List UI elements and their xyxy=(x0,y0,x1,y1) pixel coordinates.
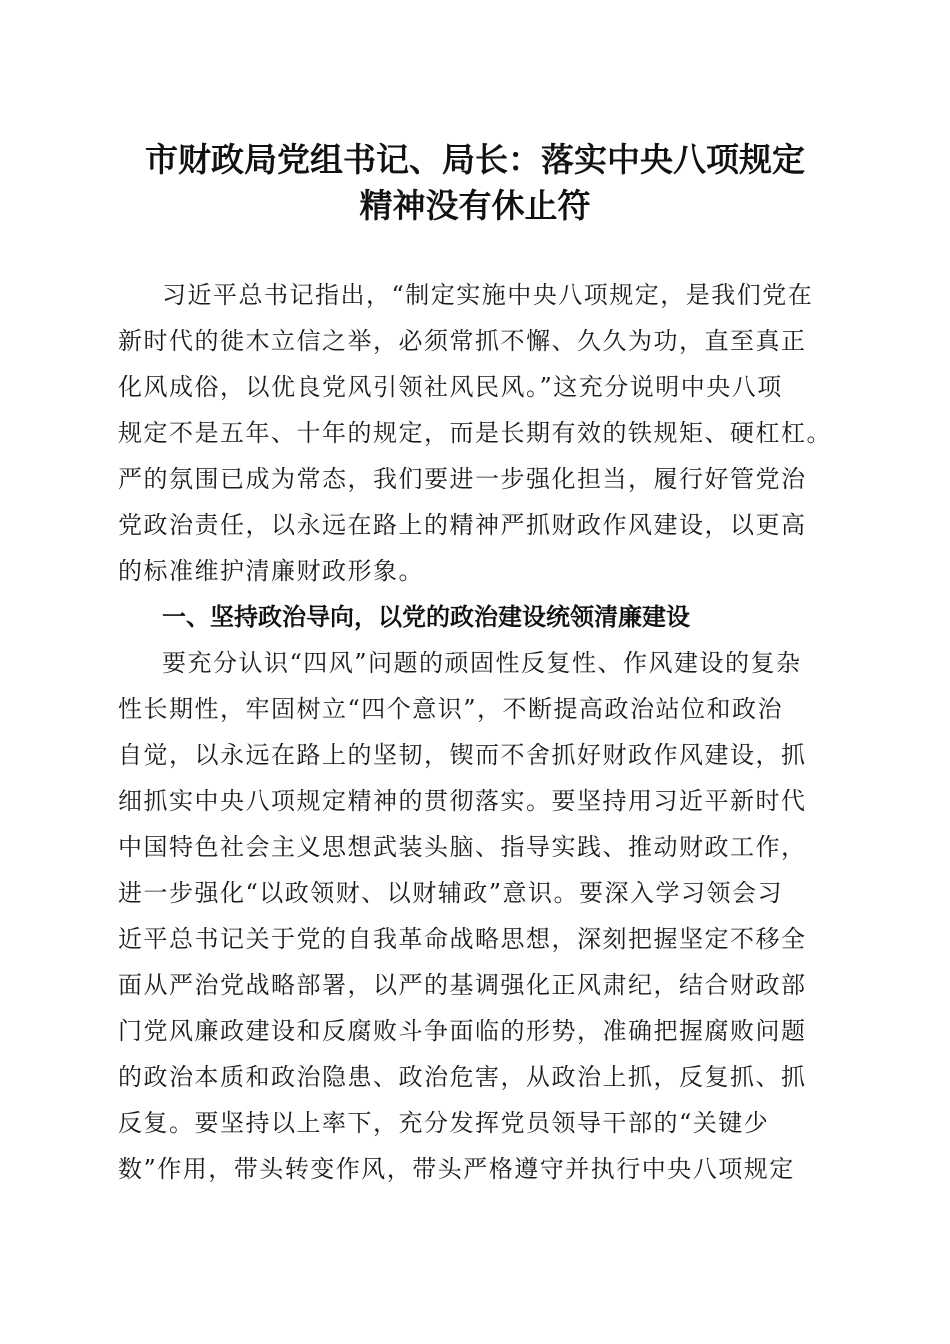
paragraph-line: 化风成俗，以优良党风引领社风民风。”这充分说明中央八项 xyxy=(118,373,783,401)
paragraph-line: 习近平总书记指出，“制定实施中央八项规定，是我们党在 xyxy=(162,281,814,309)
paragraph-line: 细抓实中央八项规定精神的贯彻落实。要坚持用习近平新时代 xyxy=(118,787,807,815)
paragraph-line: 要充分认识“四风”问题的顽固性反复性、作风建设的复杂 xyxy=(162,649,802,677)
paragraph-line: 规定不是五年、十年的规定，而是长期有效的铁规矩、硬杠杠。 xyxy=(118,419,832,447)
paragraph-line: 严的氛围已成为常态，我们要进一步强化担当，履行好管党治 xyxy=(118,465,807,493)
document-title-line-2: 精神没有休止符 xyxy=(359,186,591,225)
paragraph-line: 近平总书记关于党的自我革命战略思想，深刻把握坚定不移全 xyxy=(118,925,807,953)
paragraph-line: 门党风廉政建设和反腐败斗争面临的形势，准确把握腐败问题 xyxy=(118,1017,807,1045)
paragraph-line: 性长期性，牢固树立“四个意识”，不断提高政治站位和政治 xyxy=(118,695,784,723)
paragraph-line: 中国特色社会主义思想武装头脑、指导实践、推动财政工作， xyxy=(118,833,807,861)
paragraph-line: 党政治责任，以永远在路上的精神严抓财政作风建设，以更高 xyxy=(118,511,807,539)
paragraph-line: 进一步强化“以政领财、以财辅政”意识。要深入学习领会习 xyxy=(118,879,784,907)
paragraph-line: 面从严治党战略部署，以严的基调强化正风肃纪，结合财政部 xyxy=(118,971,807,999)
paragraph-line: 自觉，以永远在路上的坚韧，锲而不舍抓好财政作风建设，抓 xyxy=(118,741,807,769)
paragraph-line: 反复。要坚持以上率下，充分发挥党员领导干部的“关键少 xyxy=(118,1109,770,1137)
paragraph-line: 新时代的徙木立信之举，必须常抓不懈、久久为功，直至真正 xyxy=(118,327,807,355)
section-heading-1: 一、坚持政治导向，以党的政治建设统领清廉建设 xyxy=(162,603,690,631)
paragraph-line: 数”作用，带头转变作风，带头严格遵守并执行中央八项规定 xyxy=(118,1155,795,1183)
paragraph-line: 的标准维护清廉财政形象。 xyxy=(118,557,424,585)
document-title-line-1: 市财政局党组书记、局长：落实中央八项规定 xyxy=(145,140,805,179)
paragraph-line: 的政治本质和政治隐患、政治危害，从政治上抓，反复抓、抓 xyxy=(118,1063,807,1091)
